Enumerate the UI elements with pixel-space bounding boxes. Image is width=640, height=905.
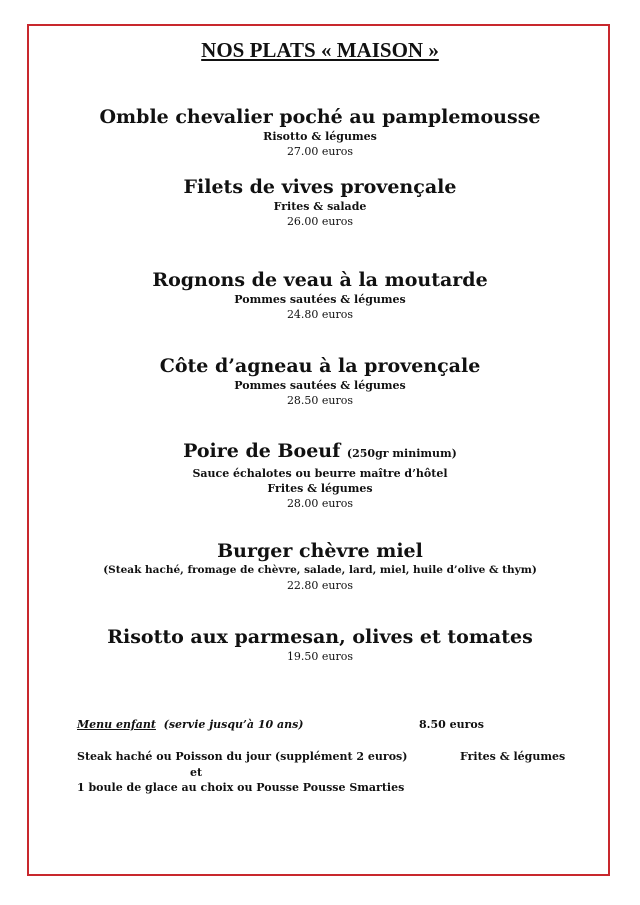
kids-menu-heading [77, 718, 304, 731]
dish-sides: Frites & salade [273, 200, 367, 213]
dish-price: 19.50 euros [286, 650, 354, 663]
dish-name: Omble chevalier poché au pamplemousse [99, 106, 541, 128]
dish-price: 24.80 euros [286, 308, 354, 321]
kids-menu-conjunction: et [190, 766, 203, 779]
dish-note: (250gr minimum) [346, 447, 457, 460]
kids-menu-condition: (servie jusqu’à 10 ans) [163, 718, 304, 731]
kids-menu-label: Menu enfant [77, 718, 156, 731]
kids-menu-main: Steak haché ou Poisson du jour (supplément 2 euros) [77, 750, 408, 763]
dish-name: Poire de Boeuf [183, 440, 341, 462]
dish-price: 22.80 euros [286, 579, 354, 592]
dish-name: Filets de vives provençale [183, 176, 457, 198]
dish-name: Risotto aux parmesan, olives et tomates [107, 626, 533, 648]
dish-sides: Pommes sautées & légumes [234, 293, 406, 306]
dish-name: Côte d’agneau à la provençale [159, 355, 481, 377]
dish-name: Rognons de veau à la moutarde [152, 269, 488, 291]
dish-item [30, 175, 610, 229]
kids-menu-price: 8.50 euros [419, 718, 484, 731]
dish-item [30, 105, 610, 159]
dish-item [30, 439, 610, 511]
dish-price: 26.00 euros [286, 215, 354, 228]
dish-price: 28.50 euros [286, 394, 354, 407]
dish-sides: Risotto & légumes [263, 130, 377, 143]
dish-sides: Pommes sautées & légumes [234, 379, 406, 392]
dish-price: 27.00 euros [286, 145, 354, 158]
dish-sides: (Steak haché, fromage de chèvre, salade, lard, miel, huile d’olive & thym) [103, 564, 537, 576]
dish-sides: Sauce échalotes ou beurre maître d’hôtel [192, 467, 448, 480]
dish-item [30, 354, 610, 408]
kids-menu-dessert: 1 boule de glace au choix ou Pousse Pousse Smarties [77, 781, 405, 794]
dish-name-line [30, 439, 610, 466]
dish-item [30, 539, 610, 593]
dish-item [30, 625, 610, 664]
kids-menu-sides: Frites & légumes [460, 750, 566, 763]
dish-sides: Frites & légumes [267, 482, 373, 495]
dish-item [30, 268, 610, 322]
page-title: NOS PLATS « MAISON » [201, 38, 439, 62]
dish-name: Burger chèvre miel [217, 540, 423, 562]
dish-price: 28.00 euros [286, 497, 354, 510]
